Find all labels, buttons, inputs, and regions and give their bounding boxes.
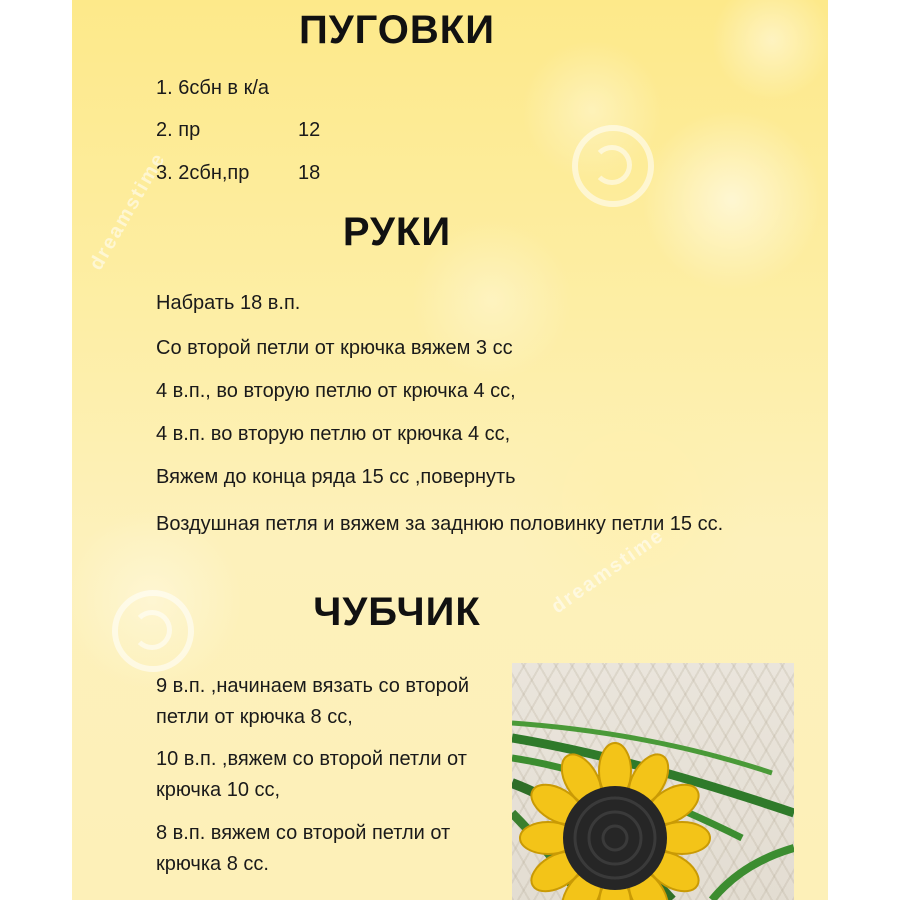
buttons-row-3: 3. 2сбн,пр 18 [156, 162, 321, 184]
section-title-buttons: ПУГОВКИ [299, 8, 495, 52]
arms-row-5: Вяжем до конца ряда 15 сс ,повернуть [156, 466, 516, 488]
buttons-row-1: 1. 6сбн в к/а [156, 77, 270, 99]
buttons-row-3-count: 18 [298, 162, 321, 184]
arms-row-2: Со второй петли от крючка вяжем 3 сс [156, 337, 513, 359]
forelock-row-2: 10 в.п. ,вяжем со второй петли от крючка 10 сс, [156, 748, 467, 801]
watermark-text: dreamstime [547, 524, 669, 619]
section-title-arms: РУКИ [342, 210, 452, 254]
arms-row-1: Набрать 18 в.п. [156, 292, 301, 314]
arms-row-3: 4 в.п., во вторую петлю от крючка 4 сс, [156, 380, 516, 402]
arms-row-4: 4 в.п. во вторую петлю от крючка 4 сс, [156, 423, 511, 445]
sunflower-crochet-photo [512, 663, 794, 900]
watermark-text: dreamstime [85, 148, 171, 275]
buttons-row-2: 2. пр 12 [156, 119, 321, 141]
forelock-row-3: 8 в.п. вяжем со второй петли от крючка 8 сс. [156, 822, 451, 875]
section-title-forelock: ЧУБЧИК [313, 590, 481, 634]
watermark-swirl-icon [572, 125, 654, 207]
sunflower-crochet-icon [512, 663, 794, 900]
page [72, 0, 828, 900]
arms-row-6: Воздушная петля и вяжем за заднюю половинку петли 15 сс. [156, 513, 724, 535]
forelock-row-1: 9 в.п. ,начинаем вязать со второй петли от крючка 8 сс, [156, 675, 470, 728]
buttons-row-2-count: 12 [298, 119, 321, 141]
